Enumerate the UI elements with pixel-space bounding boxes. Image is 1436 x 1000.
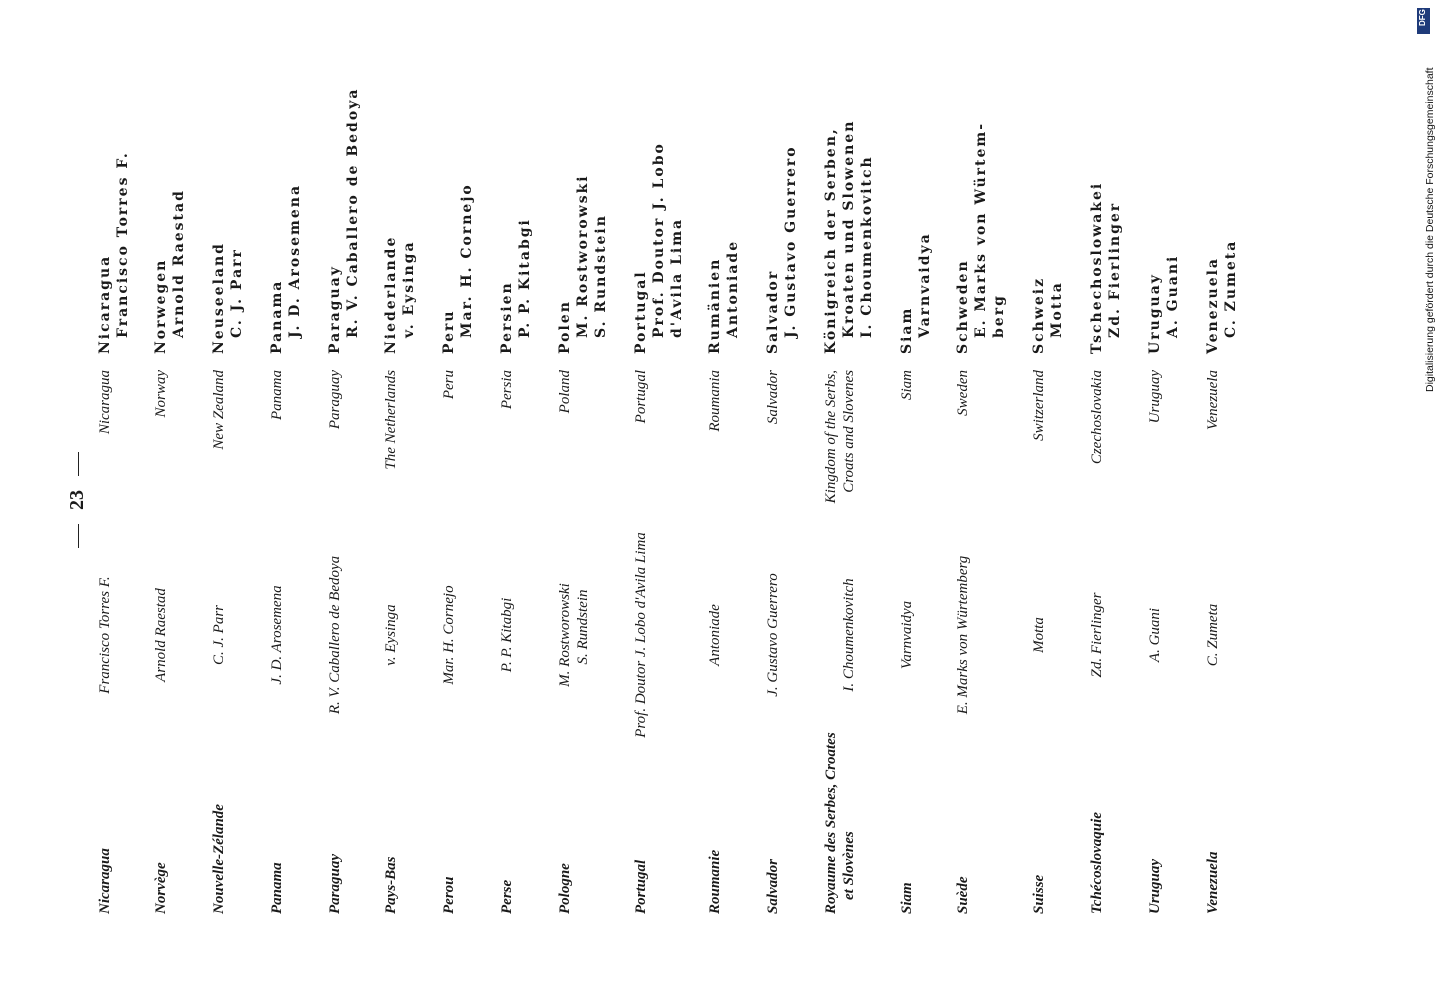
french-country-name: Siam xyxy=(899,882,915,914)
french-country-name: Paraguay xyxy=(327,854,343,914)
english-country-name: Salvador xyxy=(765,370,781,425)
french-country-name: Norvège xyxy=(153,862,169,914)
german-country-name: Uruguay A. Guani xyxy=(1146,24,1182,354)
german-delegate-line: S. Rundstein xyxy=(593,214,609,338)
english-country-name: Peru xyxy=(441,370,457,400)
french-delegate-name: J. D. Arosemena xyxy=(269,585,285,685)
german-country-name: Polen M. Rostworowski S. Rundstein xyxy=(556,24,610,354)
german-delegate-line: Mar. H. Cornejo xyxy=(459,183,475,338)
german-country-name: Königreich der Serben, Kroaten und Slowenen I. Choumenkovitch xyxy=(822,24,876,354)
german-delegate-line: berg xyxy=(991,294,1007,338)
french-country-name: Portugal xyxy=(633,859,649,914)
french-country-name: Pologne xyxy=(557,863,573,914)
english-country-name: Kingdom of the Serbs, Croats and Slovenes xyxy=(823,370,857,504)
french-delegate-name: P. P. Kitabgi xyxy=(499,597,515,673)
english-country-name: Czechoslovakia xyxy=(1089,370,1105,465)
french-country-name: Roumanie xyxy=(707,849,723,914)
english-country-name: Norway xyxy=(153,370,169,418)
english-country-name: Siam xyxy=(899,370,915,400)
english-country-name: Uruguay xyxy=(1147,370,1163,424)
french-delegate-name: Zd. Fierlinger xyxy=(1089,592,1105,678)
german-country-name: Persien P. P. Kitabgi xyxy=(498,24,534,354)
french-country-name: Venezuela xyxy=(1205,851,1221,914)
french-country-name: Pays-Bas xyxy=(383,856,399,914)
german-delegate-line: Arnold Raestad xyxy=(171,189,187,338)
french-delegate-name: A. Guani xyxy=(1147,607,1163,663)
french-delegate-name: M. Rostworowski S. Rundstein xyxy=(557,583,591,687)
french-country-name: Suisse xyxy=(1031,874,1047,914)
english-country-name: Sweden xyxy=(955,370,971,416)
english-country-name: Paraguay xyxy=(327,370,343,430)
german-country-name: Niederlande v. Eysinga xyxy=(382,24,418,354)
english-country-name: Poland xyxy=(557,370,573,414)
english-country-name: New Zealand xyxy=(211,370,227,450)
page-number: 23 xyxy=(66,0,89,1000)
french-delegate-name: J. Gustavo Guerrero xyxy=(765,573,781,697)
french-country-name: Nicaragua xyxy=(97,848,113,914)
french-delegate-name: Mar. H. Cornejo xyxy=(441,585,457,685)
german-country-name: Tschechoslowakei Zd. Fierlinger xyxy=(1088,24,1124,354)
german-delegate-line: Motta xyxy=(1049,281,1065,338)
english-country-name: Portugal xyxy=(633,370,649,424)
german-delegate-line: R. V. Caballero de Bedoya xyxy=(345,87,361,338)
french-country-name: Royaume des Serbes, Croates et Slovènes xyxy=(823,732,857,914)
german-delegate-line: C. Zumeta xyxy=(1223,239,1239,338)
french-country-name: Uruguay xyxy=(1147,858,1163,914)
german-delegate-line: Varnvaidya xyxy=(917,232,933,338)
digitization-credit xyxy=(1412,0,1436,1000)
french-delegate-name: Francisco Torres F. xyxy=(97,576,113,694)
german-delegate-line: d'Avila Lima xyxy=(669,217,685,338)
english-country-name: Switzerland xyxy=(1031,370,1047,441)
german-delegate-line: Kroaten und Slowenen xyxy=(841,119,857,338)
french-country-name: Nouvelle-Zélande xyxy=(211,804,227,914)
french-country-name: Perse xyxy=(499,879,515,914)
german-delegate-line: J. Gustavo Guerrero xyxy=(783,145,799,338)
german-country-name: Peru Mar. H. Cornejo xyxy=(440,24,476,354)
german-country-name: Neuseeland C. J. Parr xyxy=(210,24,246,354)
french-country-name: Perou xyxy=(441,876,457,914)
french-country-name: Suède xyxy=(955,876,971,914)
credit-text: Digitalisierung gefördert durch die Deutsche Forschungsgemeinschaft xyxy=(1424,67,1436,392)
german-delegate-line: A. Guani xyxy=(1165,254,1181,338)
french-country-name: Tchécoslovaquie xyxy=(1089,812,1105,914)
french-delegate-name: Varnvaidya xyxy=(899,600,915,670)
french-delegate-name: E. Marks von Würtemberg xyxy=(955,555,971,715)
german-country-name: Venezuela C. Zumeta xyxy=(1204,24,1240,354)
german-delegate-line: P. P. Kitabgi xyxy=(517,218,533,338)
german-country-name: Schweiz Motta xyxy=(1030,24,1066,354)
dfg-logo: DFG xyxy=(1417,8,1430,34)
french-country-name: Salvador xyxy=(765,858,781,914)
english-country-name: Persia xyxy=(499,370,515,410)
english-country-name: Nicaragua xyxy=(97,370,113,435)
german-delegate-line: Prof. Doutor J. Lobo xyxy=(651,142,667,338)
french-country-name: Panama xyxy=(269,862,285,914)
german-delegate-line: v. Eysinga xyxy=(401,240,417,338)
german-country-name: Siam Varnvaidya xyxy=(898,24,934,354)
french-delegate-name: Antoniade xyxy=(707,604,723,666)
german-country-name: Schweden E. Marks von Würtem- berg xyxy=(954,24,1008,354)
french-delegate-name: Arnold Raestad xyxy=(153,588,169,682)
german-delegate-line: M. Rostworowski xyxy=(575,174,591,338)
german-country-name: Panama J. D. Arosemena xyxy=(268,24,304,354)
english-country-name: Panama xyxy=(269,370,285,420)
german-delegate-line: Antoniade xyxy=(725,239,741,338)
german-country-name: Nicaragua Francisco Torres F. xyxy=(96,24,132,354)
german-delegate-line: Zd. Fierlinger xyxy=(1107,201,1123,338)
french-delegate-name: Prof. Doutor J. Lobo d'Avila Lima xyxy=(633,532,649,738)
german-country-name: Salvador J. Gustavo Guerrero xyxy=(764,24,800,354)
german-country-name: Norwegen Arnold Raestad xyxy=(152,24,188,354)
french-delegate-name: I. Choumenkovitch xyxy=(841,578,857,692)
german-country-name: Paraguay R. V. Caballero de Bedoya xyxy=(326,24,362,354)
french-delegate-name: C. Zumeta xyxy=(1205,603,1221,667)
german-delegate-line: J. D. Arosemena xyxy=(287,183,303,338)
german-delegate-line: C. J. Parr xyxy=(229,248,245,338)
english-country-name: The Netherlands xyxy=(383,370,399,470)
french-delegate-name: Motta xyxy=(1031,617,1047,653)
english-country-name: Venezuela xyxy=(1205,370,1221,430)
french-delegate-name: v. Eysinga xyxy=(383,604,399,666)
german-country-name: Portugal Prof. Doutor J. Lobo d'Avila Lima xyxy=(632,24,686,354)
german-delegate-line: Francisco Torres F. xyxy=(115,151,131,338)
german-delegate-line: E. Marks von Würtem- xyxy=(973,121,989,338)
french-delegate-name: R. V. Caballero de Bedoya xyxy=(327,555,343,715)
english-country-name: Roumania xyxy=(707,370,723,432)
french-delegate-name: C. J. Parr xyxy=(211,605,227,665)
german-country-name: Rumänien Antoniade xyxy=(706,24,742,354)
german-delegate-line: I. Choumenkovitch xyxy=(859,155,875,338)
